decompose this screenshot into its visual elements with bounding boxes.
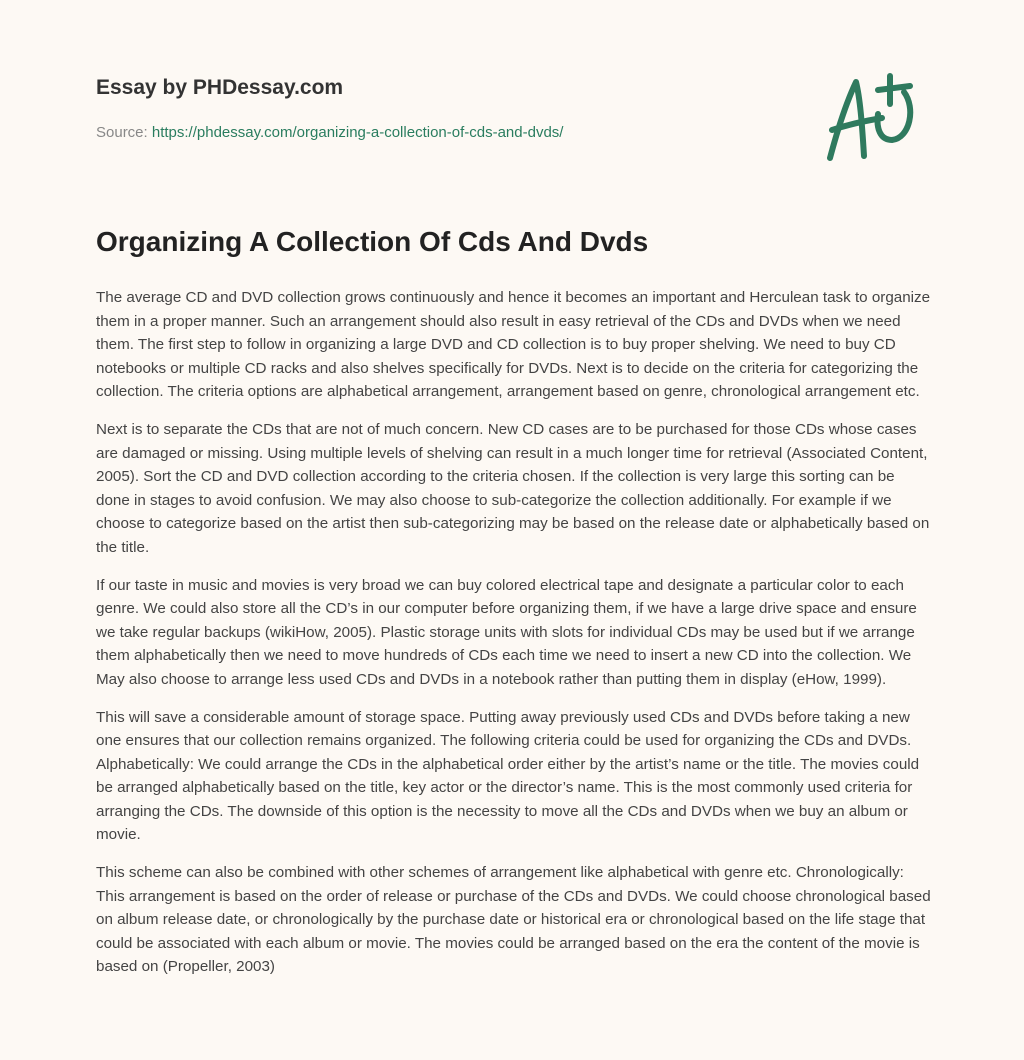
paragraph: If our taste in music and movies is very broad we can buy colored electrical tape and designate a particular color to each genre. We could also store all the CD’s in our computer before organizing them, if we have a large drive space and ensure we take regular backups (wikiHow, 2005). Plastic storage units with slots for individual CDs may be used but if we arrange them alphabetically then we need to move hundreds of CDs each time we need to insert a new CD into the collection. We May also choose to arrange less used CDs and DVDs in a notebook rather than putting them in display (eHow, 1999). [96,576,917,688]
site-title: Essay by PHDessay.com [96,76,344,99]
source-label: Source: [96,124,148,141]
a-plus-logo-icon [820,68,930,168]
paragraph: This scheme can also be combined with other schemes of arrangement like alphabetical with genre etc. Chronologically: This arrangement is based on the order of release or purchase of the CDs and DVDs. We could choose chronological based on album release date, or chronologically by the purchase date or historical era or chronological based on the life stage that could be associated with each album or movie. The movies could be arranged based on the era the content of the movie is based on (Propeller, 2003) [96,864,931,976]
paragraph: Next is to separate the CDs that are not of much concern. New CD cases are to be purchased for those CDs whose cases are damaged or missing. Using multiple levels of shelving can result in a much longer time for retrieval (Associated Content, 2005). Sort the CD and DVD collection according to the criteria chosen. If the collection is very large this sorting can be done in stages to avoid confusion. We may also choose to sub-categorize the collection additionally. For example if we choose to categorize based on the artist then sub-categorizing may be based on the release date or alphabetically based on the title. [96,420,930,556]
paragraph: The average CD and DVD collection grows continuously and hence it becomes an important and Herculean task to organize them in a proper manner. Such an arrangement should also result in easy retrieval of the CDs and DVDs when we need them. The first step to follow in organizing a large DVD and CD collection is to buy proper shelving. We need to buy CD notebooks or multiple CD racks and also shelves specifically for DVDs. Next is to decide on the criteria for categorizing the collection. The criteria options are alphabetical arrangement, arrangement based on genre, chronological arrangement etc. [96,289,931,401]
source-link[interactable]: https://phdessay.com/organizing-a-collection-of-cds-and-dvds/ [151,124,564,141]
article-body [96,286,931,993]
source-line [96,124,563,141]
article-title: Organizing A Collection Of Cds And Dvds [96,226,649,257]
paragraph: This will save a considerable amount of storage space. Putting away previously used CDs and DVDs before taking a new one ensures that our collection remains organized. The following criteria could be used for organizing the CDs and DVDs. Alphabetically: We could arrange the CDs in the alphabetical order either by the artist’s name or the title. The movies could be arranged alphabetically based on the title, key actor or the director’s name. This is the most commonly used criteria for arranging the CDs. The downside of this option is the necessity to move all the CDs and DVDs when we buy an album or movie. [96,708,920,844]
